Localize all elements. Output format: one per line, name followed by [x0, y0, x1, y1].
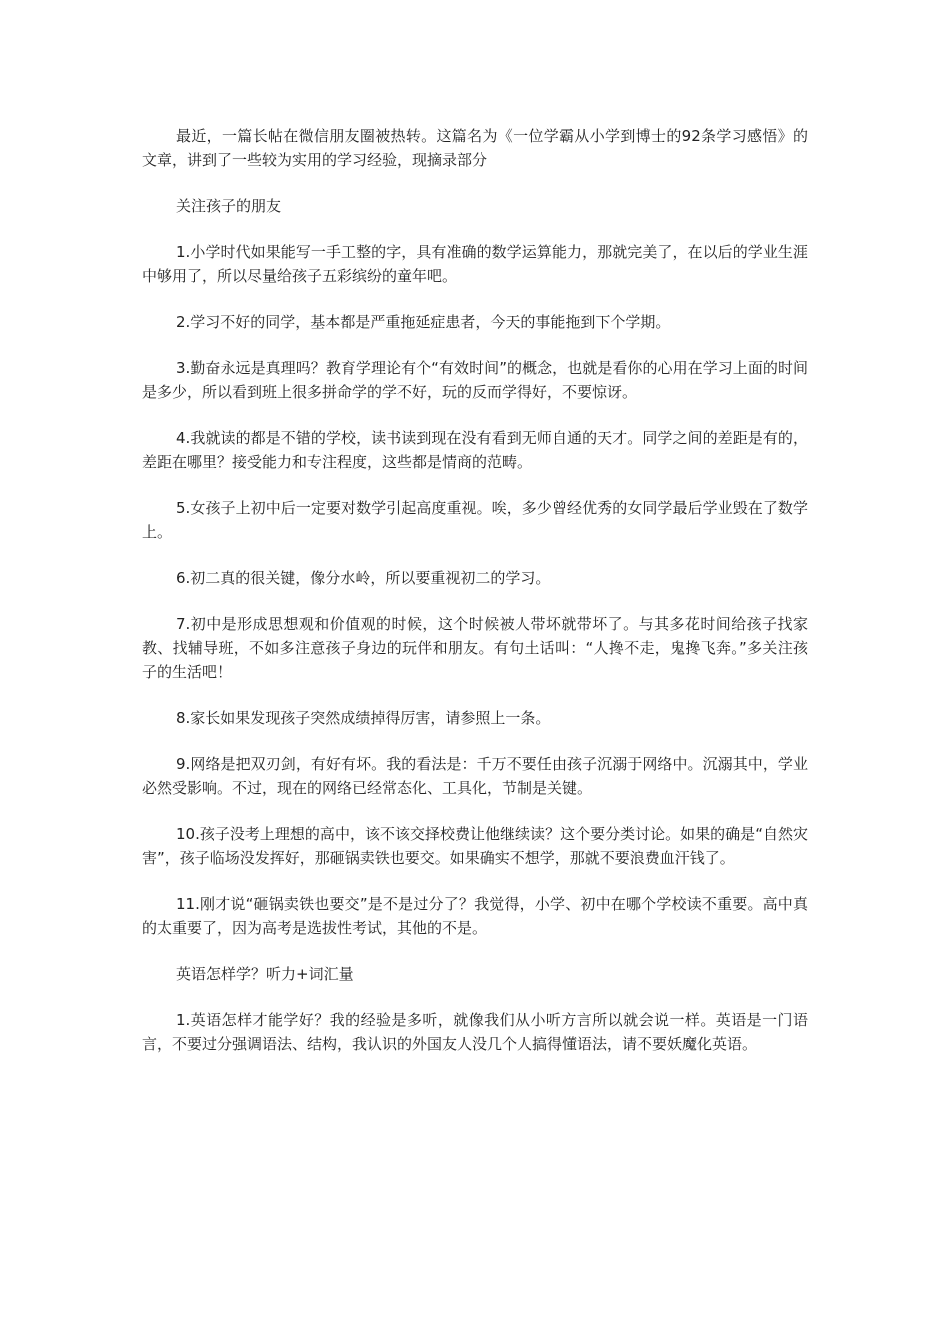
list-item: 3.勤奋永远是真理吗？教育学理论有个“有效时间”的概念，也就是看你的心用在学习上面的时间是多少，所以看到班上很多拼命学的学不好，玩的反而学得好，不要惊讶。: [142, 359, 808, 401]
list-item: 4.我就读的都是不错的学校，读书读到现在没有看到无师自通的天才。同学之间的差距是有的，差距在哪里？接受能力和专注程度，这些都是情商的范畴。: [142, 429, 808, 471]
list-item: 5.女孩子上初中后一定要对数学引起高度重视。唉，多少曾经优秀的女同学最后学业毁在了数学上。: [142, 499, 808, 541]
list-item: 1.英语怎样才能学好？我的经验是多听，就像我们从小听方言所以就会说一样。英语是一门语言，不要过分强调语法、结构，我认识的外国友人没几个人搞得懂语法，请不要妖魔化英语。: [142, 1011, 808, 1053]
document-body: [142, 124, 808, 1078]
list-item: 6.初二真的很关键，像分水岭，所以要重视初二的学习。: [176, 569, 551, 587]
list-item: 1.小学时代如果能写一手工整的字，具有准确的数学运算能力，那就完美了，在以后的学业生涯中够用了，所以尽量给孩子五彩缤纷的童年吧。: [142, 243, 808, 285]
list-item: 9.网络是把双刃剑，有好有坏。我的看法是：千万不要任由孩子沉溺于网络中。沉溺其中，学业必然受影响。不过，现在的网络已经常态化、工具化，节制是关键。: [142, 755, 808, 797]
intro-paragraph: 最近，一篇长帖在微信朋友圈被热转。这篇名为《一位学霸从小学到博士的92条学习感悟》的文章，讲到了一些较为实用的学习经验，现摘录部分: [142, 127, 808, 169]
list-item: 11.刚才说“砸锅卖铁也要交”是不是过分了？我觉得，小学、初中在哪个学校读不重要。高中真的太重要了，因为高考是选拔性考试，其他的不是。: [142, 895, 808, 937]
list-item: 10.孩子没考上理想的高中，该不该交择校费让他继续读？这个要分类讨论。如果的确是“自然灾害”，孩子临场没发挥好，那砸锅卖铁也要交。如果确实不想学，那就不要浪费血汗钱了。: [142, 825, 808, 867]
list-item: 7.初中是形成思想观和价值观的时候，这个时候被人带坏就带坏了。与其多花时间给孩子找家教、找辅导班，不如多注意孩子身边的玩伴和朋友。有句土话叫：“人搀不走，鬼搀飞奔。”多关注孩子的生活吧！: [142, 615, 808, 681]
list-item: 2.学习不好的同学，基本都是严重拖延症患者，今天的事能拖到下个学期。: [176, 313, 671, 331]
section-heading-friends: 关注孩子的朋友: [176, 197, 282, 215]
list-item: 8.家长如果发现孩子突然成绩掉得厉害，请参照上一条。: [176, 709, 551, 727]
section-heading-english: 英语怎样学？听力+词汇量: [176, 965, 354, 983]
